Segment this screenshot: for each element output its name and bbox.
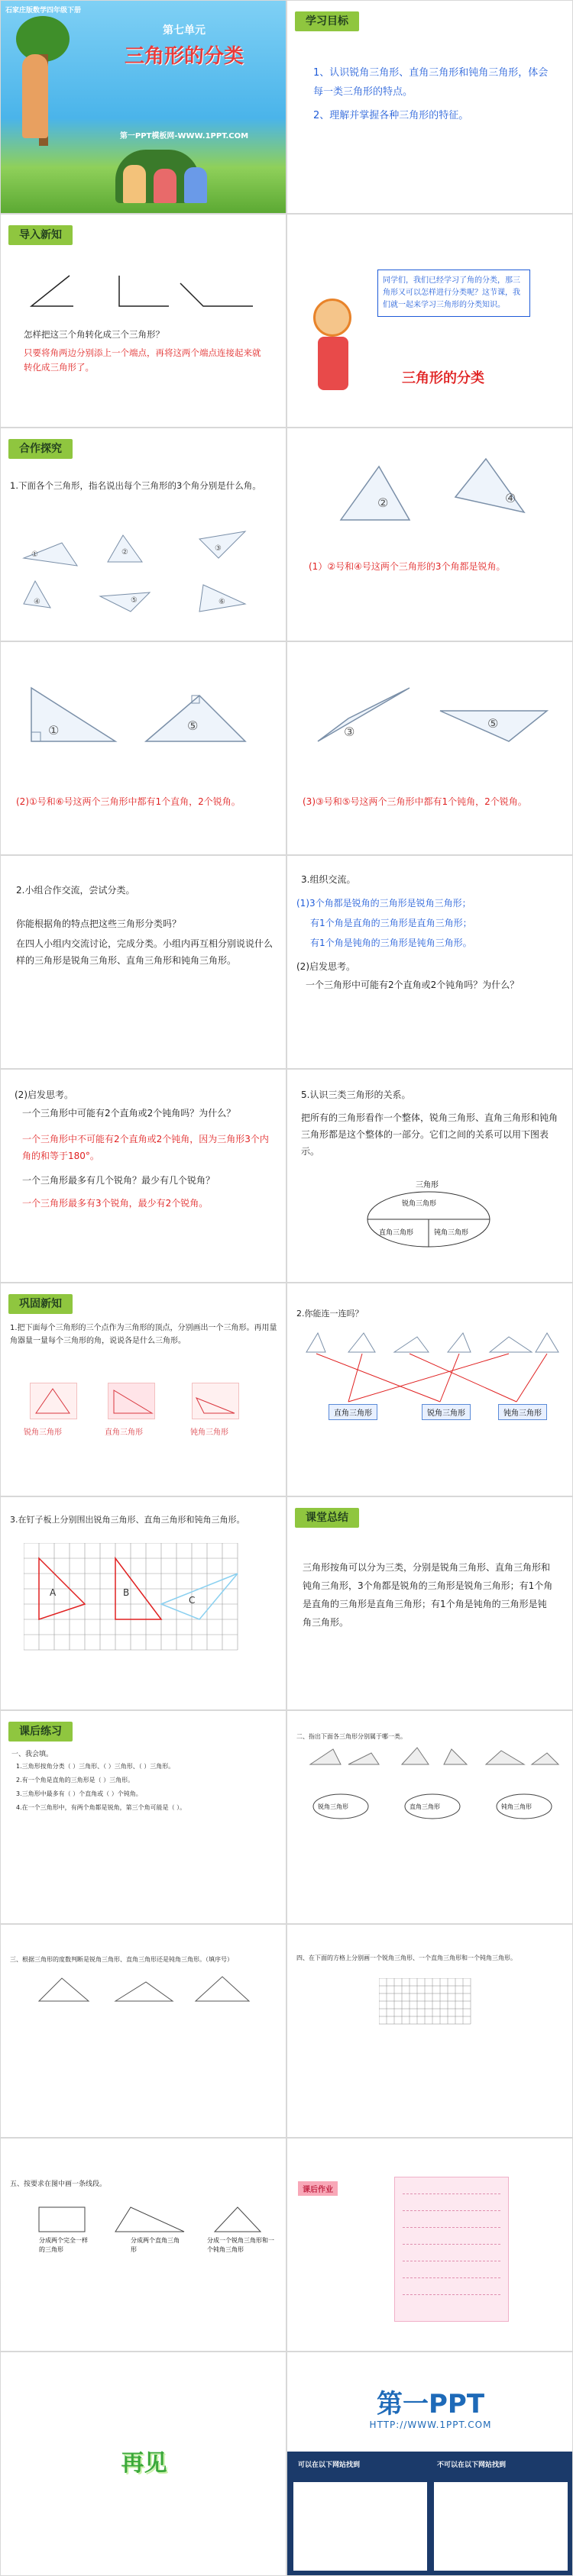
brand-url[interactable]: HTTP://WWW.1PPT.COM: [369, 2419, 492, 2430]
section-tag: 合作探究: [8, 439, 73, 459]
hw4-question: 四、在下面的方格上分别画一个锐角三角形、一个直角三角形和一个钝角三角形。: [296, 1955, 516, 1961]
triangle-label: ③: [215, 544, 222, 553]
exchange-think: (2)启发思考。: [296, 961, 355, 972]
girl-figure: [22, 54, 48, 138]
brand-list-left: [293, 2482, 427, 2571]
section-tag: 课堂总结: [295, 1508, 359, 1528]
summary-text: 三角形按角可以分为三类，分别是锐角三角形、直角三角形和钝角三角形，3个角都是锐角的三角形是锐角三角形；有1个角是直角的三角形是直角三角形；有1个角是钝角的三角形是钝角三角形。: [303, 1562, 553, 1628]
slide-homework-3: [0, 1924, 286, 2138]
practice-label: 钝角三角形: [190, 1428, 228, 1437]
triangle-label: ⑤: [131, 596, 138, 605]
relation-part: 直角三角形: [379, 1229, 414, 1237]
triangle-label: ⑥: [219, 598, 225, 606]
triangle-label: ⑤: [187, 718, 199, 733]
six-triangles: [16, 520, 276, 627]
pegboard-question: 3.在钉子板上分别围出锐角三角形、直角三角形和钝角三角形。: [10, 1515, 245, 1525]
assignment-tag: 课后作业: [298, 2181, 338, 2196]
assignment-card: [394, 2177, 509, 2322]
slide-homework-2: [286, 1710, 573, 1924]
slide-brand: [286, 2352, 573, 2576]
teacher-head: [313, 299, 351, 337]
slide-homework-5: [0, 2138, 286, 2352]
right-answer: (2)①号和⑥号这两个三角形中都有1个直角，2个锐角。: [16, 796, 241, 807]
exchange-line-3: 有1个角是钝角的三角形是钝角三角形。: [310, 938, 472, 948]
practice-question: 1.把下面每个三角形的三个点作为三角形的顶点，分别画出一个三角形。再用量角器量一量每个三角形的角，说说各是什么三角形。: [10, 1324, 277, 1345]
triangle-label: ②: [121, 548, 128, 557]
homework-row: 2.有一个角是直角的三角形是（ ）三角形。: [16, 1777, 134, 1784]
group-title: 2.小组合作交流，尝试分类。: [16, 885, 135, 896]
peg-label: C: [189, 1595, 196, 1606]
section-tag: 学习目标: [295, 11, 359, 31]
hw2-label: 锐角三角形: [318, 1803, 348, 1810]
exchange-line-1: (1)3个角都是锐角的三角形是锐角三角形；: [296, 898, 471, 909]
peg-label: B: [123, 1587, 130, 1598]
triangle-label: ③: [344, 725, 355, 739]
section-tag: 导入新知: [8, 225, 73, 245]
site-label: 第一PPT模板网-WWW.1PPT.COM: [119, 132, 249, 140]
hw5-label: 分成两个直角三角形: [131, 2237, 180, 2253]
exchange-title: 3.组织交流。: [301, 874, 356, 885]
brand-heading: 不可以在以下网站找到: [437, 2461, 507, 2469]
slide-pegboard: [0, 1496, 286, 1710]
slide-assignment: [286, 2138, 573, 2352]
pegboard-grid: [24, 1543, 253, 1665]
obtuse-triangles: [303, 673, 562, 757]
slide-connect: [286, 1283, 573, 1496]
hw3-question: 三、根据三角形的度数判断是锐角三角形、直角三角形还是钝角三角形。（填序号）: [10, 1956, 233, 1963]
practice-label: 锐角三角形: [24, 1428, 62, 1437]
assignment-line: [403, 2251, 500, 2261]
relation-caption: 三角形: [416, 1181, 439, 1190]
assignment-line: [403, 2234, 500, 2245]
assignment-line: [403, 2184, 500, 2194]
section-tag: 巩固新知: [8, 1294, 73, 1314]
triangle-label: ①: [31, 550, 38, 559]
exchange-question: 一个三角形中可能有2个直角或2个钝角吗？为什么？: [306, 980, 520, 990]
assignment-line: [403, 2284, 500, 2295]
slide-summary: [286, 1496, 573, 1710]
hw2-triangles: [303, 1742, 562, 1833]
relation-title: 5.认识三类三角形的关系。: [301, 1089, 411, 1100]
brand-heading: 可以在以下网站找到: [298, 2461, 361, 2469]
assignment-line: [403, 2268, 500, 2278]
think-title: (2)启发思考。: [15, 1089, 73, 1100]
hw5-label: 分成一个锐角三角形和一个钝角三角形: [207, 2237, 274, 2253]
teacher-body: [318, 337, 348, 390]
slide-goodbye: [0, 2352, 286, 2576]
homework-row: 1.三角形按角分类（ ）三角形、（ ）三角形、（ ）三角形。: [16, 1763, 175, 1770]
brand-logo: 第一PPT: [376, 2389, 485, 2419]
slide-relation: [286, 1069, 573, 1283]
practice-label: 直角三角形: [105, 1428, 143, 1437]
slide-right: [0, 641, 286, 855]
connect-box: 钝角三角形: [498, 1404, 547, 1420]
cover-title: 三角形的分类: [124, 45, 244, 68]
obtuse-answer: (3)③号和⑤号这两个三角形中都有1个钝角，2个锐角。: [303, 796, 527, 807]
slide-practice-1: [0, 1283, 286, 1496]
triangle-label: ④: [505, 491, 516, 505]
intro-answer: 只要将角两边分别添上一个端点，再将这两个端点连接起来就转化成三角形了。: [24, 347, 261, 373]
hw3-triangles: [31, 1971, 261, 2016]
brand-list-right: [434, 2482, 568, 2571]
relation-text: 把所有的三角形看作一个整体，锐角三角形、直角三角形和钝角三角形都是这个整体的一部分。它们之间的关系可以用下图表示。: [301, 1112, 558, 1157]
group-instructions: 在四人小组内交流讨论，完成分类。小组内再互相分别说说什么样的三角形是锐角三角形、直角三角形和钝角三角形。: [16, 938, 274, 966]
triangle-label: ②: [377, 496, 389, 510]
slide-intro: [0, 214, 286, 428]
think-answer-2: 一个三角形最多有3个锐角，最少有2个锐角。: [22, 1198, 209, 1209]
slide-goals: [286, 0, 573, 214]
think-question-1: 一个三角形中可能有2个直角或2个钝角吗？为什么？: [22, 1108, 236, 1119]
explore-question: 1.下面各个三角形，指名说出每个三角形的3个角分别是什么角。: [10, 480, 261, 491]
peg-label: A: [50, 1587, 57, 1598]
goal-2: 2、理解并掌握各种三角形的特征。: [313, 110, 469, 121]
triangle-shape: [100, 592, 150, 612]
connect-box: 锐角三角形: [422, 1404, 471, 1420]
slide-homework-1: [0, 1710, 286, 1924]
slide-intro-topic: [286, 214, 573, 428]
child-figure-2: [154, 169, 176, 203]
slide-explore: [0, 428, 286, 641]
child-figure-1: [123, 165, 146, 203]
brand-text: 石家庄版数学四年级下册: [5, 7, 82, 15]
section-tag: 课后练习: [8, 1722, 73, 1742]
intro-question: 怎样把这三个角转化成三个三角形？: [24, 329, 164, 340]
triangle-label: ④: [34, 598, 40, 606]
hw5-label: 分成两个完全一样的三角形: [39, 2237, 88, 2253]
triangle-label: ⑤: [487, 716, 499, 731]
brand-footer: [287, 2452, 573, 2576]
homework-row: 3.三角形中最多有（ ）个直角或（ ）个钝角。: [16, 1790, 142, 1797]
connect-box: 直角三角形: [329, 1404, 377, 1420]
topic-title: 三角形的分类: [402, 370, 484, 386]
slide-homework-4: [286, 1924, 573, 2138]
angles-figure: [24, 268, 276, 321]
homework-row: 4.在一个三角形中，有两个角都是锐角，第三个角可能是（ ）。: [16, 1804, 186, 1811]
relation-part: 钝角三角形: [434, 1229, 469, 1237]
hw2-question: 二、指出下面各三角形分别属于哪一类。: [296, 1733, 406, 1740]
slide-group-work: [0, 855, 286, 1069]
practice-triangles: [30, 1383, 244, 1419]
teacher-bubble: 同学们，我们已经学习了角的分类，那三角形又可以怎样进行分类呢？这节课，我们就一起来学习三角形的分类知识。: [377, 270, 530, 317]
right-triangles: [16, 673, 276, 757]
hw2-label: 钝角三角形: [501, 1803, 532, 1810]
relation-part: 锐角三角形: [402, 1200, 437, 1208]
slide-exchange: [286, 855, 573, 1069]
think-question-2: 一个三角形最多有几个锐角？最少有几个锐角？: [22, 1175, 215, 1186]
goodbye-text: 再见: [121, 2450, 167, 2477]
exchange-line-2: 有1个角是直角的三角形是直角三角形；: [310, 918, 472, 928]
assignment-line: [403, 2200, 500, 2211]
slide-obtuse: [286, 641, 573, 855]
child-figure-3: [184, 167, 207, 203]
connect-question: 2.你能连一连吗？: [296, 1309, 364, 1319]
homework-title: 一、我会填。: [11, 1751, 53, 1758]
slide-acute: [286, 428, 573, 641]
triangle-shape: [199, 531, 245, 558]
hw2-label: 直角三角形: [410, 1803, 440, 1810]
think-answer-1: 一个三角形中不可能有2个直角或2个钝角，因为三角形3个内角的和等于180°。: [22, 1134, 269, 1161]
slide-title: [0, 0, 286, 214]
assignment-line: [403, 2217, 500, 2228]
hw5-question: 五、按要求在图中画一条线段。: [10, 2181, 107, 2188]
goal-1: 1、认识锐角三角形、直角三角形和钝角三角形，体会每一类三角形的特点。: [313, 67, 549, 98]
slide-think: [0, 1069, 286, 1283]
triangle-label: ①: [48, 723, 60, 738]
acute-answer: (1）②号和④号这两个三角形的3个角都是锐角。: [309, 561, 506, 572]
unit-label: 第七单元: [163, 24, 206, 37]
hw4-grid: [379, 1978, 486, 2039]
group-question: 你能根据角的特点把这些三角形分类吗？: [16, 918, 182, 929]
